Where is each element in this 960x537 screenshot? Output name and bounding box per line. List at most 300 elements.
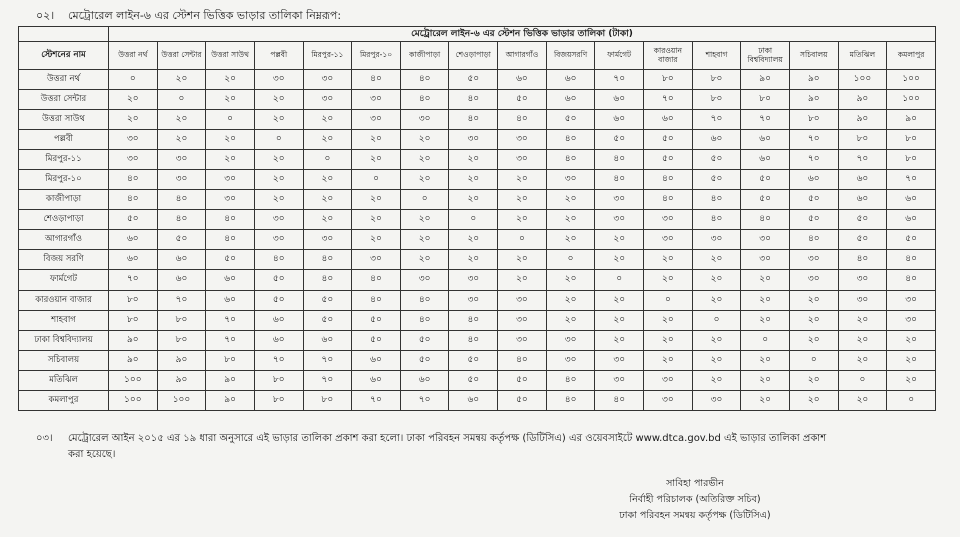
fare-cell: ৩০ (498, 310, 547, 330)
fare-cell: ৬০ (206, 270, 255, 290)
fare-cell: ০ (887, 390, 936, 410)
fare-cell: ৮০ (887, 150, 936, 170)
table-row (19, 310, 936, 330)
fare-cell: ২০ (692, 250, 741, 270)
signatory-organization: ঢাকা পরিবহন সমন্বয় কর্তৃপক্ষ (ডিটিসিএ) (619, 510, 771, 521)
fare-cell: ০ (595, 270, 644, 290)
fare-cell: ৪০ (887, 270, 936, 290)
fare-cell: ৬০ (789, 170, 838, 190)
fare-cell: ৯০ (838, 110, 887, 130)
fare-cell: ২০ (303, 210, 352, 230)
fare-cell: ৫০ (789, 190, 838, 210)
fare-cell: ৫০ (498, 370, 547, 390)
column-header: কারওয়ান বাজার (644, 42, 693, 70)
fare-cell: ৩০ (595, 370, 644, 390)
fare-cell: ৯০ (838, 90, 887, 110)
fare-cell: ২০ (644, 350, 693, 370)
fare-cell: ০ (838, 370, 887, 390)
fare-cell: ২০ (741, 270, 790, 290)
fare-cell: ৩০ (644, 390, 693, 410)
fare-cell: ১০০ (838, 70, 887, 90)
fare-cell: ৪০ (109, 190, 158, 210)
fare-cell: ৩০ (449, 130, 498, 150)
fare-cell: ৬০ (498, 70, 547, 90)
table-row (19, 110, 936, 130)
fare-cell: ৩০ (157, 170, 206, 190)
fare-cell: ২০ (644, 270, 693, 290)
fare-cell: ৫০ (254, 290, 303, 310)
table-row (19, 150, 936, 170)
fare-cell: ৩০ (303, 70, 352, 90)
table-row (19, 230, 936, 250)
fare-cell: ৪০ (692, 210, 741, 230)
row-station-name: শাহবাগ (19, 310, 109, 330)
column-header: আগারগাঁও (498, 42, 547, 70)
fare-cell: ৪০ (400, 70, 449, 90)
section-heading-text: মেট্রোরেল লাইন-৬ এর স্টেশন ভিত্তিক ভাড়ার তালিকা নিম্নরূপ: (68, 9, 342, 22)
fare-cell: ৫০ (303, 290, 352, 310)
column-header: উত্তরা সাউথ (206, 42, 255, 70)
fare-cell: ২০ (400, 170, 449, 190)
fare-cell: ০ (206, 110, 255, 130)
fare-cell: ৭০ (692, 110, 741, 130)
fare-cell: ৫০ (206, 250, 255, 270)
table-corner-blank (19, 27, 109, 42)
fare-cell: ৭০ (887, 170, 936, 190)
fare-cell: ৪০ (109, 170, 158, 190)
fare-cell: ৩০ (838, 270, 887, 290)
fare-cell: ৬০ (352, 370, 401, 390)
fare-cell: ৫০ (449, 350, 498, 370)
fare-cell: ২০ (741, 290, 790, 310)
fare-cell: ০ (741, 330, 790, 350)
fare-cell: ৫০ (449, 70, 498, 90)
row-station-name: সচিবালয় (19, 350, 109, 370)
fare-cell: ২০ (400, 150, 449, 170)
fare-cell: ৪০ (644, 190, 693, 210)
fare-cell: ৩০ (887, 290, 936, 310)
fare-cell: ৮০ (157, 310, 206, 330)
fare-cell: ৩০ (498, 290, 547, 310)
fare-cell: ২০ (595, 330, 644, 350)
fare-cell: ৪০ (644, 170, 693, 190)
fare-cell: ০ (109, 70, 158, 90)
fare-cell: ৫০ (595, 130, 644, 150)
fare-cell: ২০ (254, 90, 303, 110)
fare-cell: ৫০ (498, 390, 547, 410)
fare-cell: ৭০ (206, 310, 255, 330)
fare-cell: ৪০ (303, 250, 352, 270)
section-heading (36, 7, 341, 26)
fare-cell: ৪০ (595, 150, 644, 170)
fare-cell: ৩০ (546, 170, 595, 190)
fare-cell: ৮০ (206, 350, 255, 370)
fare-cell: ৩০ (838, 290, 887, 310)
fare-cell: ৬০ (741, 150, 790, 170)
section-number: ০২। (36, 9, 55, 22)
column-header: মিরপুর-১০ (352, 42, 401, 70)
fare-cell: ৯০ (887, 110, 936, 130)
fare-cell: ৪০ (400, 310, 449, 330)
row-station-name: কমলাপুর (19, 390, 109, 410)
fare-cell: ৩০ (644, 370, 693, 390)
fare-cell: ২০ (352, 130, 401, 150)
fare-cell: ৫০ (352, 330, 401, 350)
fare-cell: ৬০ (157, 250, 206, 270)
fare-cell: ৫০ (838, 210, 887, 230)
fare-cell: ২০ (789, 390, 838, 410)
fare-cell: ২০ (303, 170, 352, 190)
fare-cell: ২০ (352, 150, 401, 170)
fare-cell: ৮০ (303, 390, 352, 410)
fare-cell: ৭০ (303, 370, 352, 390)
fare-cell: ২০ (254, 190, 303, 210)
row-station-name: উত্তরা সাউথ (19, 110, 109, 130)
row-station-name: মতিঝিল (19, 370, 109, 390)
fare-cell: ৩০ (400, 270, 449, 290)
fare-cell: ৯০ (157, 370, 206, 390)
fare-cell: ২০ (838, 350, 887, 370)
fare-cell: ২০ (352, 230, 401, 250)
fare-cell: ৩০ (303, 90, 352, 110)
fare-cell: ৪০ (400, 290, 449, 310)
fare-cell: ৯০ (206, 370, 255, 390)
fare-cell: ৬০ (303, 330, 352, 350)
fare-cell: ৭০ (644, 90, 693, 110)
table-row (19, 70, 936, 90)
fare-cell: ৬০ (157, 270, 206, 290)
fare-cell: ১০০ (109, 370, 158, 390)
fare-cell: ৩০ (157, 150, 206, 170)
fare-cell: ৬০ (887, 210, 936, 230)
fare-cell: ২০ (449, 150, 498, 170)
fare-cell: ০ (498, 230, 547, 250)
column-header: কাজীপাড়া (400, 42, 449, 70)
fare-cell: ৫০ (400, 350, 449, 370)
fare-cell: ৩০ (546, 330, 595, 350)
fare-cell: ২০ (400, 130, 449, 150)
column-header: উত্তরা নর্থ (109, 42, 158, 70)
fare-table-container (18, 26, 936, 411)
fare-cell: ৮০ (109, 290, 158, 310)
fare-cell: ৫০ (887, 230, 936, 250)
fare-cell: ৩০ (254, 210, 303, 230)
fare-cell: ২০ (887, 370, 936, 390)
column-header: বিজয়সরণি (546, 42, 595, 70)
fare-cell: ২০ (498, 210, 547, 230)
fare-cell: ৭০ (789, 150, 838, 170)
fare-cell: ৮০ (254, 390, 303, 410)
fare-cell: ২০ (254, 170, 303, 190)
fare-cell: ৮০ (109, 310, 158, 330)
fare-cell: ৭০ (206, 330, 255, 350)
fare-cell: ৪০ (498, 350, 547, 370)
column-header: শাহবাগ (692, 42, 741, 70)
fare-cell: ২০ (449, 190, 498, 210)
fare-cell: ৫০ (644, 130, 693, 150)
fare-cell: ৫০ (741, 170, 790, 190)
fare-cell: ৬০ (254, 330, 303, 350)
fare-cell: ৩০ (595, 210, 644, 230)
column-header: সচিবালয় (789, 42, 838, 70)
fare-cell: ০ (254, 130, 303, 150)
fare-cell: ৬০ (741, 130, 790, 150)
publication-note (36, 431, 936, 463)
fare-cell: ৬০ (692, 130, 741, 150)
fare-cell: ১০০ (109, 390, 158, 410)
fare-cell: ৪০ (546, 390, 595, 410)
fare-cell: ৬০ (838, 190, 887, 210)
fare-cell: ২০ (206, 130, 255, 150)
signature-block (575, 476, 815, 524)
table-row (19, 130, 936, 150)
fare-cell: ৮০ (644, 70, 693, 90)
fare-cell: ০ (157, 90, 206, 110)
fare-table (18, 26, 936, 411)
fare-cell: ২০ (546, 230, 595, 250)
fare-cell: ০ (352, 170, 401, 190)
fare-cell: ১০০ (887, 70, 936, 90)
fare-cell: ৯০ (109, 350, 158, 370)
column-header: ফার্মগেট (595, 42, 644, 70)
fare-cell: ৩০ (498, 330, 547, 350)
fare-cell: ৩০ (352, 110, 401, 130)
fare-cell: ৩০ (887, 310, 936, 330)
fare-cell: ৮০ (838, 130, 887, 150)
fare-cell: ২০ (498, 170, 547, 190)
fare-cell: ০ (400, 190, 449, 210)
fare-cell: ৫০ (692, 170, 741, 190)
fare-cell: ০ (546, 250, 595, 270)
fare-cell: ২০ (352, 190, 401, 210)
table-title: মেট্রোরেল লাইন-৬ এর স্টেশন ভিত্তিক ভাড়ার তালিকা (টাকা) (109, 27, 936, 42)
fare-cell: ৬০ (109, 250, 158, 270)
fare-cell: ৩০ (741, 250, 790, 270)
fare-cell: ২০ (741, 350, 790, 370)
fare-cell: ৫০ (157, 230, 206, 250)
fare-cell: ২০ (838, 310, 887, 330)
fare-cell: ৬০ (887, 190, 936, 210)
fare-cell: ৩০ (595, 350, 644, 370)
fare-cell: ২০ (644, 310, 693, 330)
fare-cell: ৯০ (109, 330, 158, 350)
fare-cell: ২০ (595, 230, 644, 250)
fare-cell: ২০ (546, 310, 595, 330)
fare-cell: ২০ (838, 330, 887, 350)
fare-cell: ৭০ (595, 70, 644, 90)
fare-cell: ৪০ (498, 110, 547, 130)
fare-cell: ৬০ (254, 310, 303, 330)
fare-cell: ৪০ (887, 250, 936, 270)
column-header: শেওড়াপাড়া (449, 42, 498, 70)
fare-cell: ৩০ (449, 290, 498, 310)
fare-cell: ৫০ (109, 210, 158, 230)
table-row (19, 90, 936, 110)
fare-cell: ৫০ (692, 150, 741, 170)
fare-cell: ২০ (741, 370, 790, 390)
fare-cell: ৮০ (692, 70, 741, 90)
fare-cell: ৪০ (741, 210, 790, 230)
fare-cell: ৫০ (498, 90, 547, 110)
fare-cell: ৯০ (789, 90, 838, 110)
fare-cell: ৫০ (449, 370, 498, 390)
fare-cell: ২০ (595, 290, 644, 310)
fare-cell: ২০ (789, 310, 838, 330)
fare-cell: ৯০ (789, 70, 838, 90)
table-row (19, 290, 936, 310)
fare-cell: ৪০ (303, 270, 352, 290)
table-row (19, 210, 936, 230)
fare-cell: ৫০ (400, 330, 449, 350)
fare-cell: ২০ (157, 130, 206, 150)
fare-cell: ৫০ (546, 110, 595, 130)
row-station-name: উত্তরা সেন্টার (19, 90, 109, 110)
fare-cell: ৮০ (692, 90, 741, 110)
fare-cell: ৪০ (692, 190, 741, 210)
column-header-row (19, 42, 936, 70)
column-header: মিরপুর-১১ (303, 42, 352, 70)
fare-cell: ৩০ (546, 350, 595, 370)
fare-cell: ৩০ (644, 230, 693, 250)
fare-cell: ২০ (546, 290, 595, 310)
fare-cell: ২০ (692, 290, 741, 310)
row-station-name: শেওড়াপাড়া (19, 210, 109, 230)
fare-cell: ২০ (109, 110, 158, 130)
fare-cell: ২০ (546, 190, 595, 210)
fare-cell: ২০ (157, 110, 206, 130)
fare-cell: ০ (303, 150, 352, 170)
fare-cell: ২০ (303, 190, 352, 210)
table-row (19, 330, 936, 350)
fare-cell: ২০ (449, 250, 498, 270)
fare-cell: ৪০ (595, 390, 644, 410)
fare-cell: ২০ (644, 250, 693, 270)
fare-cell: ৬০ (595, 110, 644, 130)
fare-cell: ২০ (546, 270, 595, 290)
fare-cell: ৫০ (838, 230, 887, 250)
fare-cell: ৩০ (789, 270, 838, 290)
fare-cell: ৩০ (789, 250, 838, 270)
fare-cell: ৯০ (741, 70, 790, 90)
fare-cell: ৪০ (352, 270, 401, 290)
fare-cell: ২০ (838, 390, 887, 410)
fare-cell: ২০ (887, 350, 936, 370)
row-station-name: কারওয়ান বাজার (19, 290, 109, 310)
fare-cell: ৪০ (449, 110, 498, 130)
note-text-line-2: করা হয়েছে। (68, 449, 116, 460)
fare-cell: ৮০ (887, 130, 936, 150)
note-text-line-1: মেট্রোরেল আইন ২০১৫ এর ১৯ ধারা অনুসারে এই ভাড়ার তালিকা প্রকাশ করা হলো। ঢাকা পরিবহন সমন্বয় কর্তৃপক্ষ (ডিটিসিএ) এর ওয়েবসাইটে www.dtca.gov.bd এই ভাড়ার তালিকা প্রকাশ (68, 433, 827, 444)
fare-cell: ৩০ (352, 90, 401, 110)
fare-cell: ৭০ (157, 290, 206, 310)
fare-cell: ৩০ (449, 270, 498, 290)
fare-cell: ৭০ (400, 390, 449, 410)
fare-cell: ২০ (498, 270, 547, 290)
fare-cell: ২০ (789, 330, 838, 350)
fare-cell: ৬০ (449, 390, 498, 410)
fare-cell: ৪০ (400, 90, 449, 110)
fare-cell: ২০ (109, 90, 158, 110)
row-station-name: কাজীপাড়া (19, 190, 109, 210)
column-header: পল্লবী (254, 42, 303, 70)
fare-cell: ৪০ (595, 170, 644, 190)
fare-cell: ৩০ (254, 70, 303, 90)
fare-cell: ৩০ (595, 190, 644, 210)
signatory-designation: নির্বাহী পরিচালক (অতিরিক্ত সচিব) (629, 494, 761, 505)
row-station-name: পল্লবী (19, 130, 109, 150)
fare-cell: ৬০ (546, 70, 595, 90)
row-station-name: বিজয় সরণি (19, 250, 109, 270)
column-header: মতিঝিল (838, 42, 887, 70)
table-row (19, 190, 936, 210)
fare-cell: ৪০ (838, 250, 887, 270)
fare-cell: ৫০ (644, 150, 693, 170)
fare-cell: ৭০ (303, 350, 352, 370)
fare-cell: ৬০ (352, 350, 401, 370)
fare-cell: ৩০ (692, 230, 741, 250)
fare-cell: ৩০ (109, 130, 158, 150)
fare-cell: ৩০ (206, 170, 255, 190)
fare-cell: ৬০ (546, 90, 595, 110)
fare-cell: ৩০ (741, 230, 790, 250)
fare-cell: ২০ (352, 210, 401, 230)
fare-cell: ২০ (449, 230, 498, 250)
fare-cell: ০ (692, 310, 741, 330)
fare-cell: ৯০ (206, 390, 255, 410)
fare-cell: ৭০ (741, 110, 790, 130)
fare-cell: ৪০ (449, 310, 498, 330)
fare-cell: ৮০ (789, 110, 838, 130)
fare-cell: ২০ (157, 70, 206, 90)
fare-cell: ৩০ (692, 390, 741, 410)
fare-cell: ৪০ (546, 370, 595, 390)
fare-cell: ২০ (789, 370, 838, 390)
fare-cell: ২০ (692, 370, 741, 390)
fare-cell: ২০ (887, 330, 936, 350)
fare-cell: ২০ (644, 330, 693, 350)
fare-cell: ৩০ (400, 110, 449, 130)
fare-cell: ৫০ (789, 210, 838, 230)
fare-cell: ২০ (206, 150, 255, 170)
fare-cell: ২০ (546, 210, 595, 230)
fare-cell: ২০ (254, 110, 303, 130)
fare-cell: ২০ (692, 350, 741, 370)
column-header: ঢাকা বিশ্ববিদ্যালয় (741, 42, 790, 70)
fare-cell: ৪০ (157, 210, 206, 230)
fare-cell: ৪০ (157, 190, 206, 210)
fare-cell: ০ (644, 290, 693, 310)
fare-cell: ৮০ (741, 90, 790, 110)
fare-cell: ৭০ (254, 350, 303, 370)
column-header: উত্তরা সেন্টার (157, 42, 206, 70)
station-name-header: স্টেশনের নাম (19, 42, 109, 70)
fare-cell: ৪০ (206, 210, 255, 230)
fare-cell: ৯০ (157, 350, 206, 370)
fare-cell: ৩০ (498, 130, 547, 150)
fare-cell: ২০ (303, 110, 352, 130)
fare-cell: ২০ (400, 230, 449, 250)
fare-cell: ১০০ (887, 90, 936, 110)
fare-cell: ২০ (692, 330, 741, 350)
table-row (19, 370, 936, 390)
fare-cell: ২০ (498, 250, 547, 270)
fare-cell: ৭০ (109, 270, 158, 290)
row-station-name: ফার্মগেট (19, 270, 109, 290)
fare-cell: ৩০ (109, 150, 158, 170)
table-row (19, 390, 936, 410)
row-station-name: উত্তরা নর্থ (19, 70, 109, 90)
fare-cell: ৩০ (206, 190, 255, 210)
